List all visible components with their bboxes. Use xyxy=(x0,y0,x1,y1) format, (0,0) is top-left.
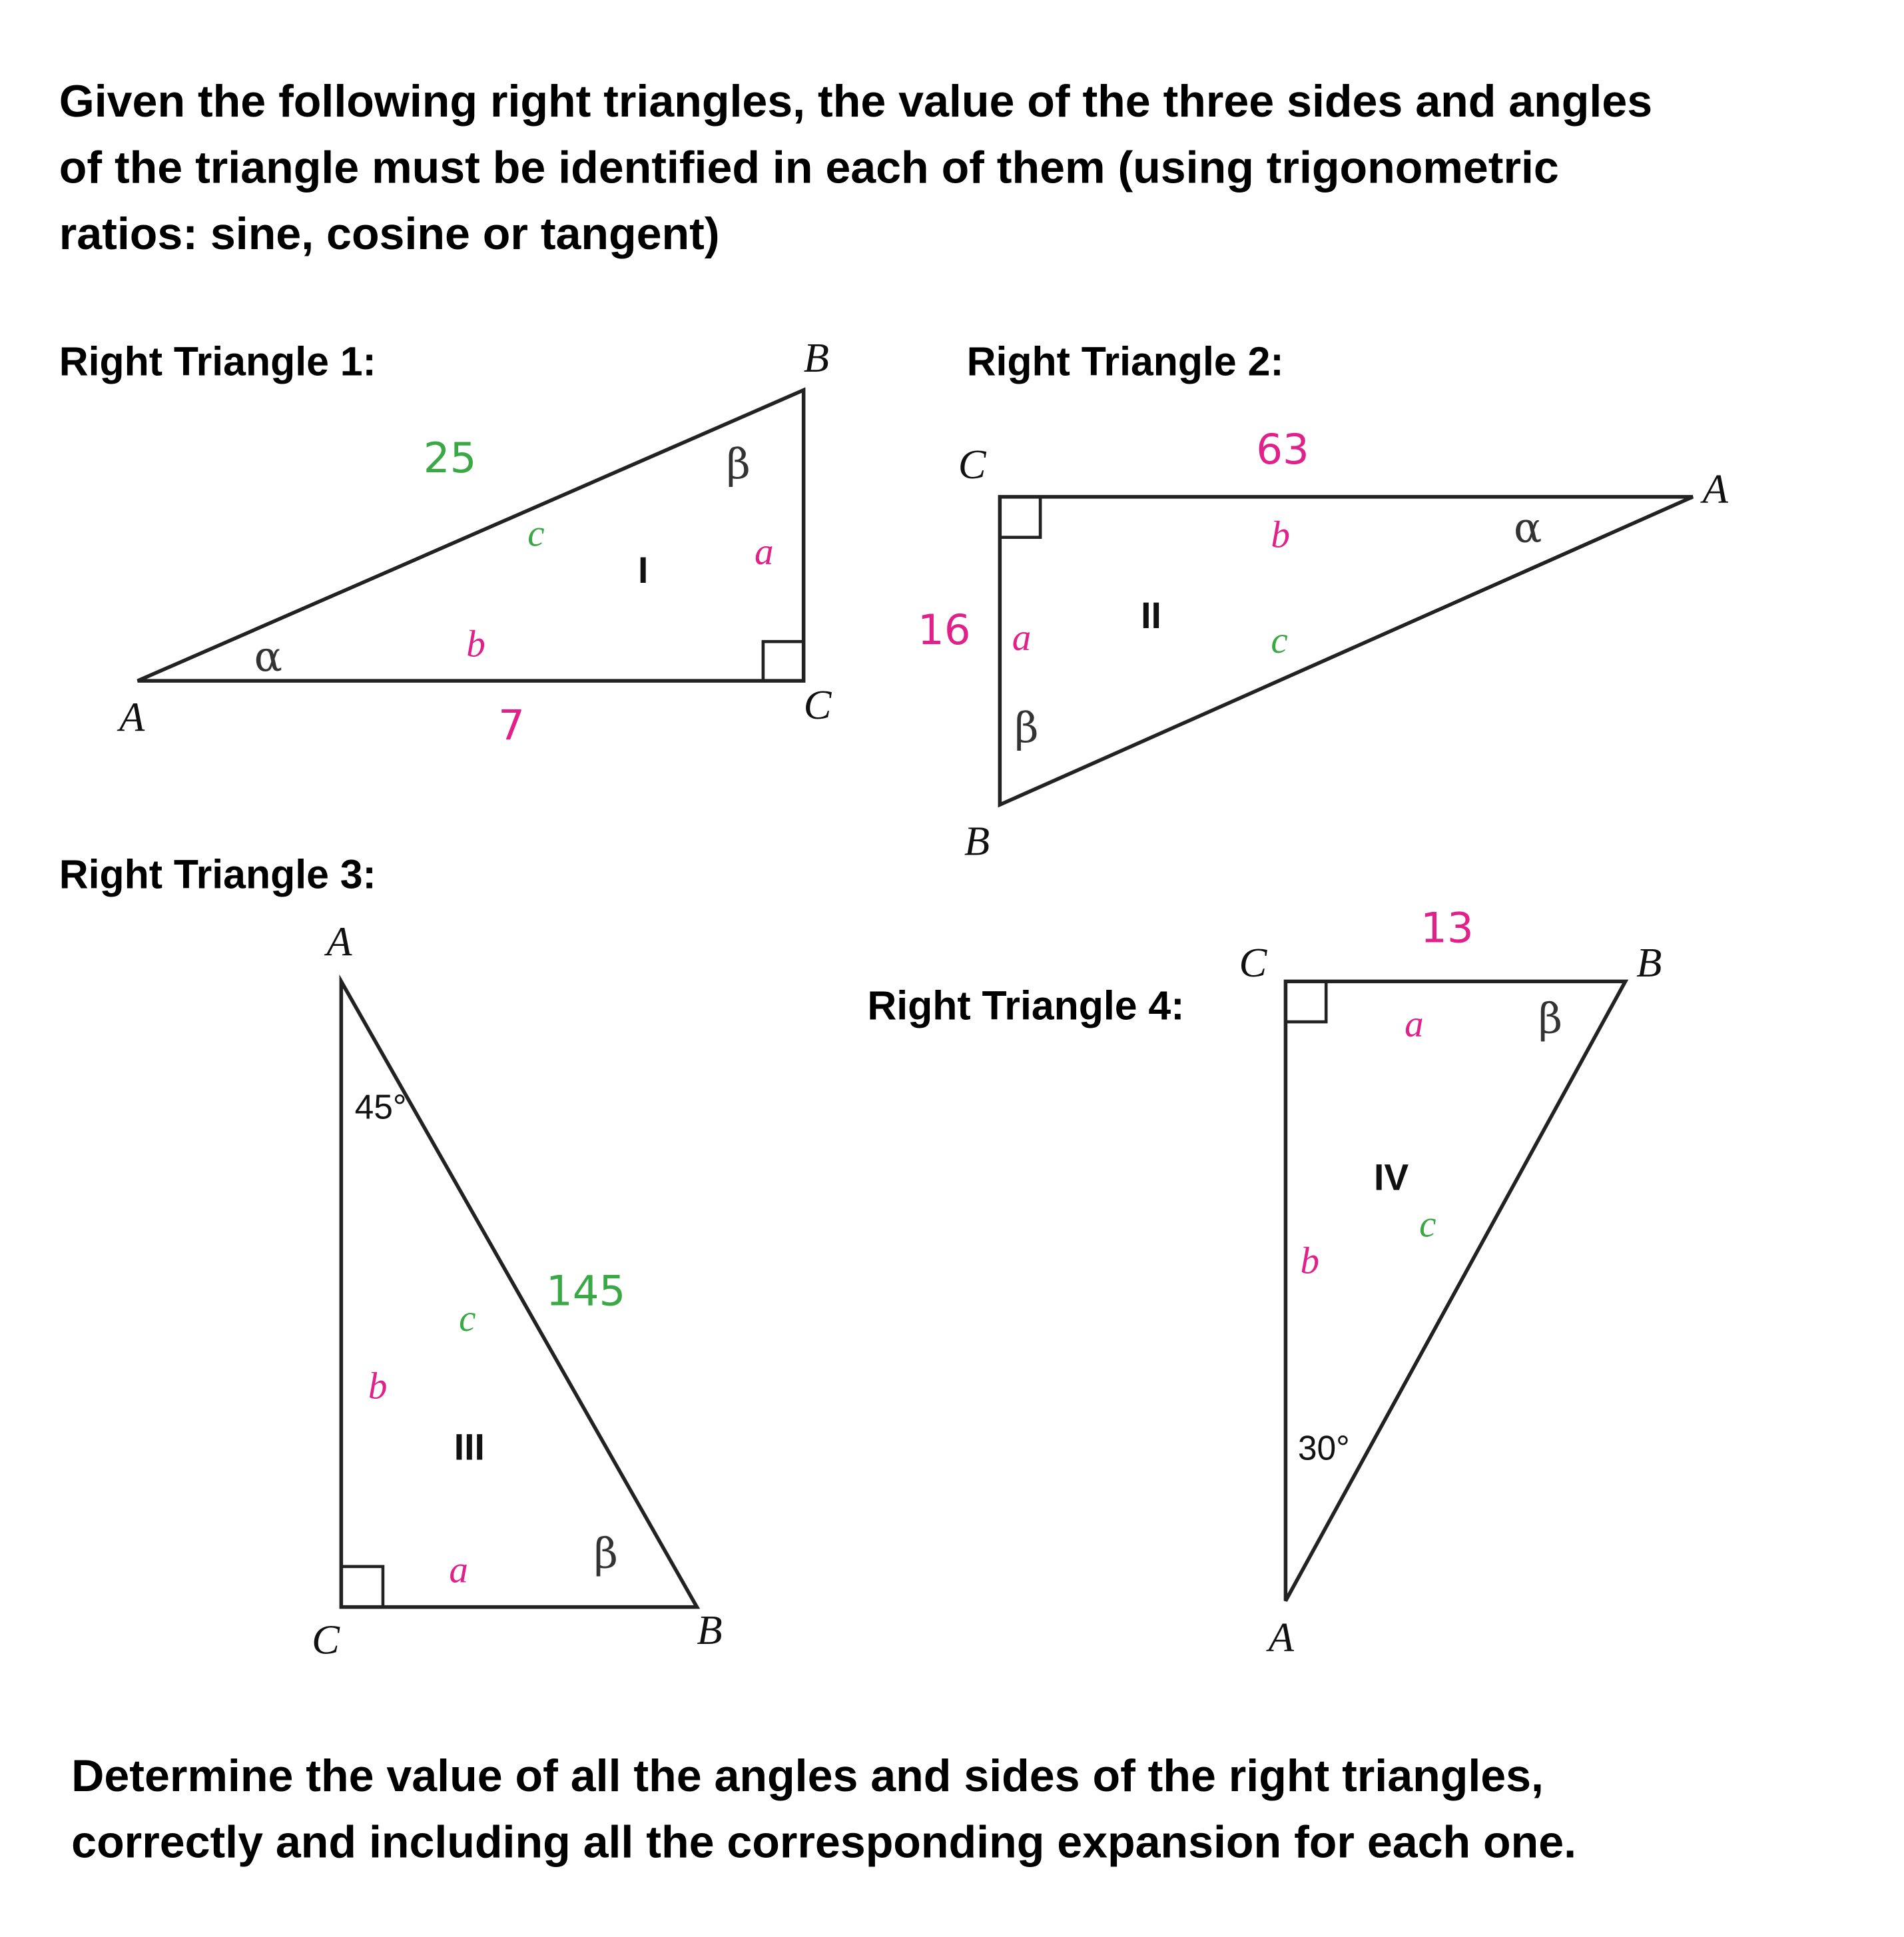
triangle-3-angle-value: 45° xyxy=(354,1087,407,1126)
triangle-1-numeral: I xyxy=(638,549,649,591)
intro-line-1: Given the following right triangles, the value of the three sides and angles xyxy=(59,75,1653,127)
triangle-2-side-a: a xyxy=(1012,617,1032,659)
triangle-3-angle-beta: β xyxy=(593,1529,618,1578)
closing-line-1: Determine the value of all the angles and sides of the right triangles, xyxy=(71,1750,1544,1801)
triangle-2-vertex-a: A xyxy=(1702,466,1728,513)
triangle-4-side-c: c xyxy=(1419,1203,1436,1246)
triangle-1-vertex-b: B xyxy=(803,334,829,382)
triangle-4-side-a: a xyxy=(1405,1003,1424,1046)
right-triangle-3 xyxy=(59,851,723,1663)
right-triangle-2 xyxy=(918,339,1729,865)
triangle-2-angle-alpha: α xyxy=(1513,504,1542,553)
triangle-1-heading: Right Triangle 1: xyxy=(59,338,376,384)
intro-line-3: ratios: sine, cosine or tangent) xyxy=(59,208,720,259)
right-triangle-4 xyxy=(867,903,1662,1660)
triangle-3-side-b: b xyxy=(368,1365,388,1407)
triangle-4-heading: Right Triangle 4: xyxy=(867,982,1185,1028)
triangle-4-value-a: 13 xyxy=(1421,903,1474,953)
triangle-4-vertex-b: B xyxy=(1636,939,1662,986)
triangle-2-vertex-b: B xyxy=(964,817,990,865)
triangle-1-vertex-a: A xyxy=(119,693,145,741)
triangle-2-heading: Right Triangle 2: xyxy=(966,338,1284,384)
intro-line-2: of the triangle must be identified in each of them (using trigonometric xyxy=(59,142,1559,193)
triangle-2-vertex-c: C xyxy=(958,441,986,488)
triangle-4-shape xyxy=(1285,981,1625,1601)
closing-line-2: correctly and including all the corresponding expansion for each one. xyxy=(71,1816,1577,1868)
triangle-2-value-a: 16 xyxy=(917,605,971,654)
triangle-1-side-a: a xyxy=(754,531,774,574)
triangle-4-right-angle-mark xyxy=(1285,981,1326,1022)
triangle-2-side-b: b xyxy=(1271,514,1290,556)
triangle-1-value-c: 25 xyxy=(423,434,477,483)
triangle-3-side-a: a xyxy=(449,1549,468,1591)
triangle-1-angle-beta: β xyxy=(726,440,751,489)
triangle-3-vertex-b: B xyxy=(697,1606,723,1653)
triangle-2-angle-beta: β xyxy=(1014,703,1039,753)
triangle-2-shape xyxy=(1000,497,1693,805)
triangle-3-numeral: III xyxy=(454,1426,485,1468)
triangle-4-angle-value: 30° xyxy=(1297,1428,1350,1467)
triangle-1-angle-alpha: α xyxy=(254,632,282,681)
triangle-1-side-b: b xyxy=(466,623,485,665)
triangle-1-value-b: 7 xyxy=(498,701,525,750)
triangle-2-numeral: II xyxy=(1141,594,1161,636)
triangle-2-side-c: c xyxy=(1271,619,1288,661)
triangle-1-side-c: c xyxy=(527,512,545,555)
triangle-2-right-angle-mark xyxy=(1000,497,1040,538)
triangle-4-numeral: IV xyxy=(1374,1156,1409,1198)
triangle-4-angle-beta: β xyxy=(1538,994,1563,1043)
triangle-4-vertex-c: C xyxy=(1239,939,1267,986)
triangle-1-right-angle-mark xyxy=(763,641,804,681)
triangle-3-value-c: 145 xyxy=(545,1266,626,1316)
closing-paragraph xyxy=(71,1750,1576,1867)
intro-paragraph xyxy=(59,76,1652,259)
triangle-3-right-angle-mark xyxy=(341,1567,383,1607)
triangle-3-shape xyxy=(341,981,697,1607)
triangle-3-vertex-a: A xyxy=(326,918,352,965)
triangle-4-side-b: b xyxy=(1300,1240,1320,1282)
right-triangle-1 xyxy=(59,334,832,750)
triangle-3-heading: Right Triangle 3: xyxy=(59,851,376,897)
triangle-4-vertex-a: A xyxy=(1268,1613,1294,1661)
triangle-3-vertex-c: C xyxy=(312,1616,340,1663)
triangle-2-value-b: 63 xyxy=(1256,425,1309,474)
triangle-3-side-c: c xyxy=(459,1298,476,1340)
triangle-1-vertex-c: C xyxy=(803,681,832,729)
